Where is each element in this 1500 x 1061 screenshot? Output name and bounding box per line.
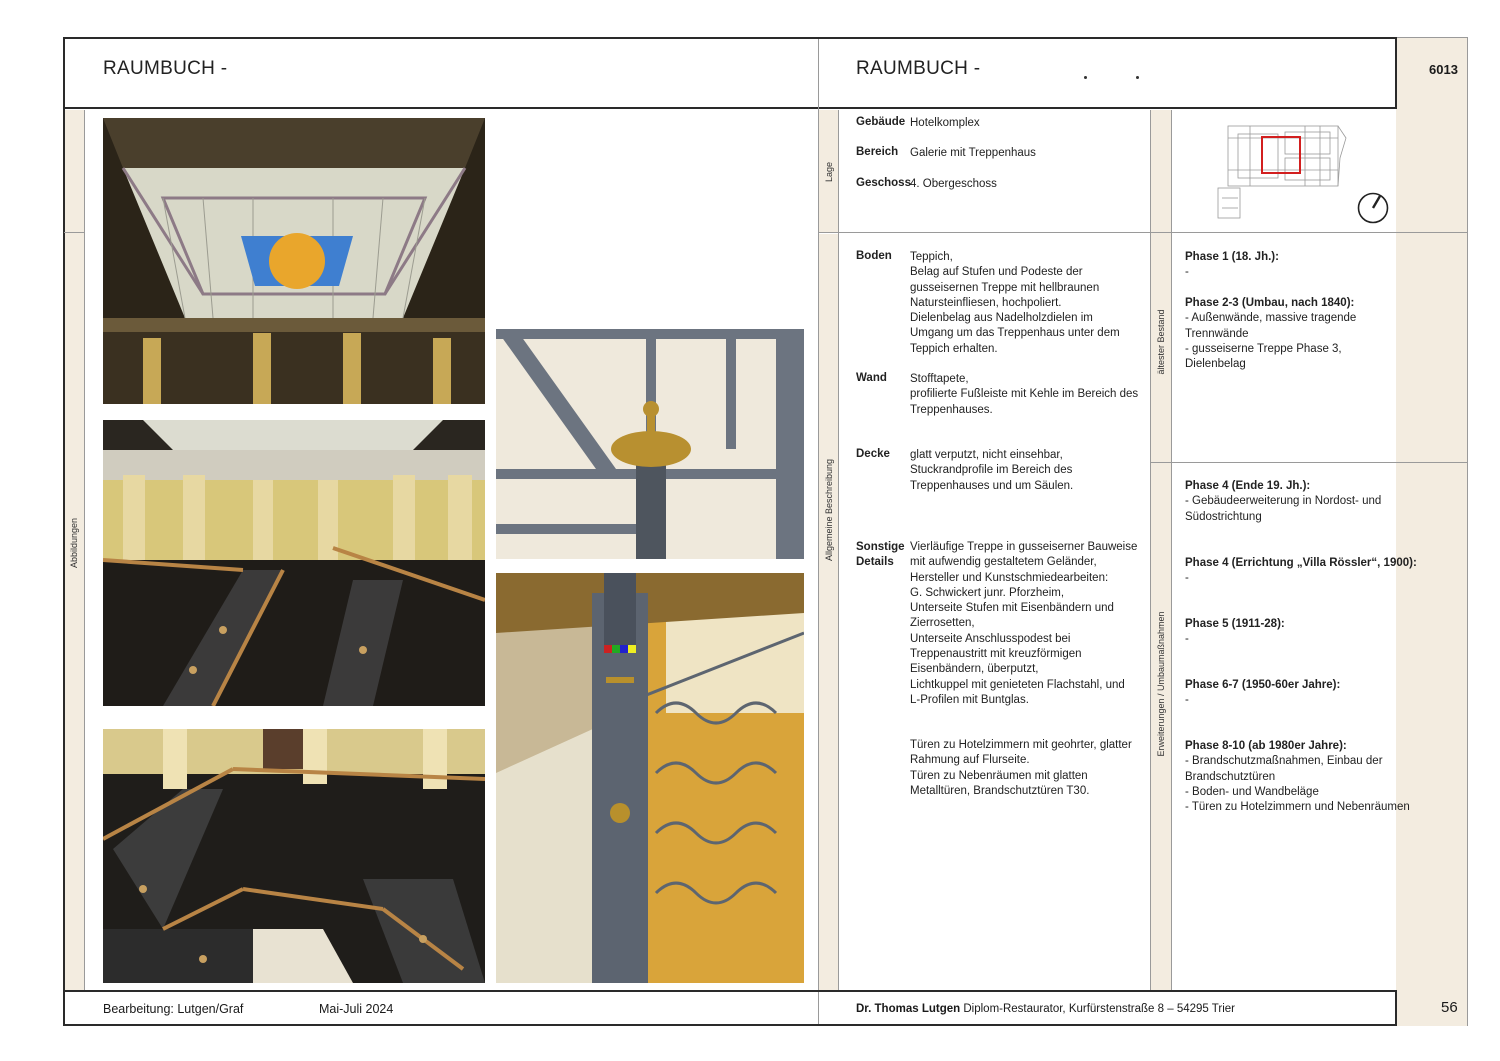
phase-title: Phase 2-3 (Umbau, nach 1840): [1185,297,1355,309]
phase-2-3 [1185,296,1455,372]
phase-text: - Außenwände, massive tragende Trennwände - gusseiserne Treppe Phase 3, Dielenbelag [1185,312,1357,371]
gebaeude-value: Hotelkomplex [910,117,980,129]
phase-title: Phase 8-10 (ab 1980er Jahre): [1185,740,1347,752]
footer-author-address: Diplom-Restaurator, Kurfürstenstraße 8 – 54295 Trier [963,1003,1236,1015]
staircase-down-photo [103,729,485,983]
room-number: 6013 [1429,62,1458,77]
bereich-value: Galerie mit Treppenhaus [910,147,1036,159]
phase-text: - [1185,694,1189,707]
phase-8-10 [1185,739,1460,815]
phase-text: - [1185,266,1189,279]
phase-text: - [1185,633,1189,646]
aeltester-bestand-label: ältester Bestand [1156,309,1166,375]
aeltester-label-column [1151,110,1171,990]
footer-date: Mai-Juli 2024 [319,1002,394,1016]
decke-label: Decke [856,448,890,460]
footer-bearbeitung: Bearbeitung: Lutgen/Graf [103,1002,244,1016]
compass-north-icon [1357,192,1389,224]
newel-post-top-photo [496,329,804,559]
gebaeude-label: Gebäude [856,116,906,128]
allgemeine-label-column [819,234,839,990]
sonstige-details-text: Vierläufige Treppe in gusseiserner Bauweise mit aufwendig gestaltetem Geländer, Hersteller und Kunstschmiedearbeiten: G. Schwickert junr. Pforzheim, Unterseite Stufen mit Eisenbändern und Zierrosetten, Unterseite Anschlusspodest bei Treppenaustritt mit kreuzförmigen Eisenbändern, überputzt, Lichtkuppel mit genieteten Flachstahl, und L-Profilen mit Buntglas. [910,541,1138,706]
phase-text: - Brandschutzmaßnahmen, Einbau der Brandschutztüren - Boden- und Wandbeläge - Türen zu Hotelzimmern und Nebenräumen [1185,755,1410,814]
geschoss-label: Geschoss [856,177,911,189]
page-number: 56 [1441,999,1458,1016]
footer-author-name: Dr. Thomas Lutgen [856,1003,961,1015]
phase-4-villa [1185,556,1460,587]
decke-text: glatt verputzt, nicht einsehbar, Stuckrandprofile im Bereich des Treppenhauses und um Säulen. [910,449,1074,492]
phase-title: Phase 4 (Ende 19. Jh.): [1185,480,1311,492]
boden-text: Teppich, Belag auf Stufen und Podeste der gusseisernen Treppe mit hellbraunen Natursteinfliesen, hochpoliert. Dielenbelag aus Nadelholzdielen im Umgang um das Treppenhaus unter dem Teppich erhalten. [910,251,1120,355]
phase-title: Phase 4 (Errichtung „Villa Rössler“, 1900): [1185,557,1417,569]
skylight-photo [103,118,485,404]
footer-author [856,1003,1235,1015]
tueren-text: Türen zu Hotelzimmern mit geohrter, glatter Rahmung auf Flurseite. Türen zu Nebenräumen mit glatten Metalltüren, Brandschutztüren T30. [910,739,1132,797]
erweiterungen-label: Erweiterungen / Umbaumaßnahmen [1156,611,1166,757]
wand-text: Stofftapete, profilierte Fußleiste mit Kehle im Bereich des Treppenhauses. [910,373,1139,416]
gallery-overview-photo [103,420,485,706]
phase-6-7 [1185,678,1460,709]
boden-label: Boden [856,250,892,262]
phase-title: Phase 1 (18. Jh.): [1185,251,1279,263]
right-page-title: RAUMBUCH - [856,58,981,79]
lage-label: Lage [824,161,834,183]
phase-text: - Gebäudeerweiterung in Nordost- und Südostrichtung [1185,495,1382,523]
wand-label: Wand [856,372,887,384]
floor-plan-image [1210,118,1350,223]
phase-title: Phase 5 (1911-28): [1185,618,1285,630]
page-number-column [1396,38,1468,1026]
phase-1 [1185,250,1455,281]
geschoss-value: 4. Obergeschoss [910,178,997,190]
sonstige-details-label: Sonstige Details [856,541,905,569]
title-dot [1136,76,1139,79]
phase-text: - [1185,572,1189,585]
title-dot [1084,76,1087,79]
phase-4 [1185,479,1460,525]
allgemeine-beschreibung-label: Allgemeine Beschreibung [824,458,834,562]
abbildungen-label: Abbildungen [69,517,79,569]
phase-title: Phase 6-7 (1950-60er Jahre): [1185,679,1341,691]
left-page-title: RAUMBUCH - [103,58,228,79]
railing-detail-photo [496,573,804,983]
bereich-label: Bereich [856,146,899,158]
phase-5 [1185,617,1460,648]
